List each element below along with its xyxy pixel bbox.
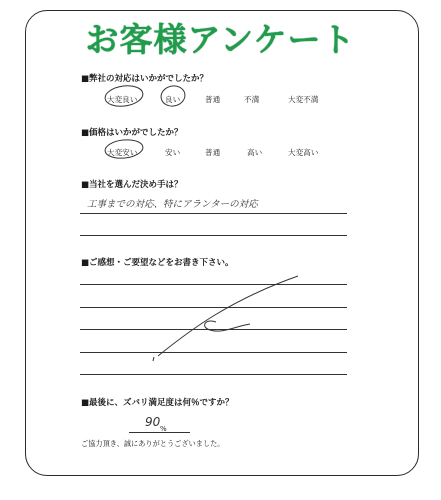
q2-option-4: 高い	[247, 148, 263, 157]
question-1-label: ■弊社の対応はいかがでしたか？	[81, 74, 209, 84]
q2-option-3: 普通	[205, 148, 221, 157]
question-2-label: ■価格はいかがでしたか？	[81, 128, 183, 138]
q3-handwritten-answer: 工事までの対応、特にアランターの対応	[87, 199, 258, 210]
q5-handwritten-answer: 90	[145, 415, 161, 429]
q2-option-2: 安い	[165, 148, 181, 157]
q1-option-4: 不満	[244, 95, 260, 104]
q1-option-3: 普通	[205, 95, 221, 104]
question-4-label: ■ご感想・ご要望などをお書き下さい。	[81, 258, 234, 268]
q4-dot-stroke	[153, 357, 154, 361]
thank-you-footer: ご協力頂き、誠にありがとうございました。	[81, 439, 225, 448]
q1-option-1: 大変良い	[107, 95, 138, 104]
q4-diagonal-stroke	[158, 276, 298, 356]
q4-loop-stroke	[205, 321, 250, 331]
survey-title: お客様アンケート	[85, 20, 356, 59]
q1-selected-circle	[104, 83, 144, 108]
q1-second-circle	[159, 84, 187, 109]
q1-option-2: 良い	[165, 95, 181, 104]
q2-selected-circle	[104, 138, 144, 160]
question-5-label: ■最後に、ズバリ満足度は何％ですか？	[81, 398, 234, 408]
q5-percent-unit: %	[160, 425, 167, 433]
q1-option-5: 大変不満	[288, 95, 319, 104]
question-3-label: ■当社を選んだ決め手は？	[81, 180, 183, 190]
q2-option-5: 大変高い	[288, 148, 319, 157]
q2-option-1: 大変安い	[107, 148, 138, 157]
